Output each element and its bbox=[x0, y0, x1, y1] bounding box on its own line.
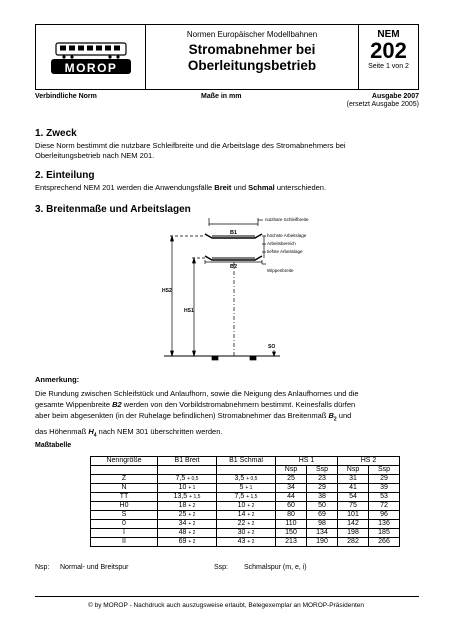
table-cell-width: 5 + 1 bbox=[217, 484, 276, 493]
table-cell-size: S bbox=[91, 511, 158, 520]
table-cell-height: 44 bbox=[276, 493, 307, 502]
table-cell-size: II bbox=[91, 538, 158, 547]
lbl-nutzbare: nutzbare Schleifbreite bbox=[265, 217, 309, 222]
nem-cell bbox=[359, 25, 418, 89]
table-row bbox=[91, 484, 400, 493]
dim-hs2: HS2 bbox=[162, 288, 172, 294]
replaced-edition: (ersetzt Ausgabe 2005) bbox=[346, 101, 419, 108]
dim-hs1: HS1 bbox=[184, 308, 194, 314]
legend-ssp-key: Ssp: bbox=[214, 564, 229, 571]
table-cell-width: 18 + 2 bbox=[158, 502, 217, 511]
lbl-wippen: Wippenbreite bbox=[267, 268, 294, 273]
s2-post: unterschieden. bbox=[274, 183, 327, 192]
legend-ssp-value: Schmalspur (m, e, i) bbox=[244, 564, 307, 571]
logo-cell bbox=[36, 25, 146, 89]
note-line2a: gesamte Wippenbreite bbox=[35, 400, 113, 409]
table-cell-height: 31 bbox=[338, 475, 369, 484]
table-cell-width: 14 + 2 bbox=[217, 511, 276, 520]
section-1-text bbox=[35, 141, 419, 161]
table-cell-width: 69 + 2 bbox=[158, 538, 217, 547]
table-header-cell: HS 2 bbox=[338, 457, 400, 466]
note-title: Anmerkung: bbox=[35, 375, 80, 384]
table-subheader-row bbox=[91, 466, 400, 475]
table-cell-height: 34 bbox=[276, 484, 307, 493]
section-2-title: 2. Einteilung bbox=[35, 170, 95, 181]
note-h-sub: 4 bbox=[93, 432, 97, 438]
table-subheader-empty bbox=[158, 466, 217, 475]
table-cell-height: 29 bbox=[307, 484, 338, 493]
s2-breit: Breit bbox=[214, 183, 232, 192]
note-line1: Die Rundung zwischen Schleifstück und Anlaufhorn, sowie die Neigung des Anlaufhornes und die bbox=[35, 389, 359, 398]
legend-nsp-value: Normal- und Breitspur bbox=[60, 564, 129, 571]
section-3-title: 3. Breitenmaße und Arbeitslagen bbox=[35, 204, 191, 215]
table-row bbox=[91, 493, 400, 502]
section-2-text bbox=[35, 183, 419, 193]
table-cell-width: 3,5 + 0,5 bbox=[217, 475, 276, 484]
nem-number: 202 bbox=[370, 38, 407, 63]
table-cell-height: 266 bbox=[369, 538, 400, 547]
table-cell-size: Z bbox=[91, 475, 158, 484]
table-cell-width: 25 + 2 bbox=[158, 511, 217, 520]
table-subheader-empty bbox=[217, 466, 276, 475]
table-cell-height: 69 bbox=[307, 511, 338, 520]
s2-mid: und bbox=[231, 183, 249, 192]
pantograph-diagram bbox=[150, 214, 350, 364]
table-cell-height: 38 bbox=[307, 493, 338, 502]
logo-text: MOROP bbox=[64, 61, 118, 75]
table-cell-height: 50 bbox=[307, 502, 338, 511]
table-row bbox=[91, 520, 400, 529]
table-cell-height: 134 bbox=[307, 529, 338, 538]
table-cell-height: 98 bbox=[307, 520, 338, 529]
table-header-cell: HS 1 bbox=[276, 457, 338, 466]
table-subheader-cell: Ssp bbox=[307, 466, 338, 475]
table-cell-height: 23 bbox=[307, 475, 338, 484]
footer-copyright: © by MOROP - Nachdruck auch auszugsweise erlaubt, Belegexemplar an MOROP-Präsidenten bbox=[88, 602, 364, 609]
note-h: H bbox=[88, 426, 94, 436]
table-cell-height: 198 bbox=[338, 529, 369, 538]
table-header-cell: B1 Breit bbox=[158, 457, 217, 466]
table-subheader-empty bbox=[91, 466, 158, 475]
table-row bbox=[91, 529, 400, 538]
page-info: Seite 1 von 2 bbox=[368, 63, 409, 70]
note-b2: B2 bbox=[112, 400, 122, 409]
note-line4a: das Höhenmaß bbox=[35, 426, 89, 436]
lbl-bereich: Arbeitsbereich bbox=[267, 241, 296, 246]
doc-title-line2: Oberleitungsbetrieb bbox=[187, 58, 317, 73]
table-cell-height: 29 bbox=[369, 475, 400, 484]
s2-schmal: Schmal bbox=[248, 183, 275, 192]
table-row bbox=[91, 475, 400, 484]
table-cell-width: 48 + 2 bbox=[158, 529, 217, 538]
table-header-cell: Nenngröße bbox=[91, 457, 158, 466]
table-row bbox=[91, 538, 400, 547]
section-1-line2: Oberleitungsbetrieb nach NEM 201. bbox=[35, 151, 155, 160]
s2-pre: Entsprechend NEM 201 werden die Anwendungsfälle bbox=[35, 183, 215, 192]
norm-type: Verbindliche Norm bbox=[35, 93, 97, 100]
table-cell-height: 213 bbox=[276, 538, 307, 547]
table-cell-width: 10 + 2 bbox=[217, 502, 276, 511]
dimension-table bbox=[90, 456, 400, 547]
series-name: Normen Europäischer Modellbahnen bbox=[186, 30, 318, 39]
table-cell-height: 150 bbox=[276, 529, 307, 538]
note-line2 bbox=[35, 399, 419, 410]
table-cell-width: 10 + 1 bbox=[158, 484, 217, 493]
table-cell-width: 34 + 2 bbox=[158, 520, 217, 529]
table-cell-height: 75 bbox=[338, 502, 369, 511]
lbl-so: SO bbox=[268, 344, 276, 350]
table-cell-size: H0 bbox=[91, 502, 158, 511]
table-cell-height: 190 bbox=[307, 538, 338, 547]
legend-nsp-key: Nsp: bbox=[35, 564, 50, 571]
table-cell-height: 101 bbox=[338, 511, 369, 520]
table-cell-width: 7,5 + 0,5 bbox=[158, 475, 217, 484]
table-subheader-cell: Nsp bbox=[338, 466, 369, 475]
note-b-sub: 2 bbox=[333, 416, 337, 423]
lbl-hoechste: höchste Arbeitslage bbox=[267, 233, 307, 238]
table-header-row bbox=[91, 457, 400, 466]
dim-b2: B2 bbox=[230, 264, 238, 270]
footer-rule bbox=[35, 596, 419, 597]
header-box bbox=[35, 24, 419, 90]
table-row bbox=[91, 502, 400, 511]
table-cell-height: 39 bbox=[369, 484, 400, 493]
note-text bbox=[35, 388, 419, 441]
lbl-tiefste: tiefste Arbeitslage bbox=[267, 249, 303, 254]
table-cell-height: 72 bbox=[369, 502, 400, 511]
table-subheader-cell: Nsp bbox=[276, 466, 307, 475]
note-line3a: aber beim abgesenkten (in der Ruhelage befindlichen) Stromabnehmer das Breitenmaß bbox=[35, 411, 329, 420]
table-cell-size: 0 bbox=[91, 520, 158, 529]
table-cell-size: N bbox=[91, 484, 158, 493]
table-cell-height: 282 bbox=[338, 538, 369, 547]
table-cell-height: 41 bbox=[338, 484, 369, 493]
note-line4 bbox=[35, 426, 419, 442]
dim-b1: B1 bbox=[230, 230, 238, 236]
note-b: B bbox=[328, 411, 334, 420]
table-cell-height: 60 bbox=[276, 502, 307, 511]
table-title: Maßtabelle bbox=[35, 442, 72, 449]
table-header-cell: B1 Schmal bbox=[217, 457, 276, 466]
table-cell-width: 30 + 2 bbox=[217, 529, 276, 538]
section-1-line1: Diese Norm bestimmt die nutzbare Schleifbreite und die Arbeitslage des Stromabnehmers bei bbox=[35, 141, 346, 150]
table-cell-width: 7,5 + 1,5 bbox=[217, 493, 276, 502]
table-cell-width: 22 + 2 bbox=[217, 520, 276, 529]
note-line4c: nach NEM 301 überschritten werden. bbox=[96, 426, 223, 436]
title-cell bbox=[146, 25, 359, 89]
table-cell-height: 80 bbox=[276, 511, 307, 520]
table-subheader-cell: Ssp bbox=[369, 466, 400, 475]
table-cell-width: 43 + 2 bbox=[217, 538, 276, 547]
note-line2c: werden von den Vorbildstromabnehmern bestimmt. Keinesfalls dürfen bbox=[121, 400, 356, 409]
table-cell-size: TT bbox=[91, 493, 158, 502]
section-1-title: 1. Zweck bbox=[35, 128, 77, 139]
doc-title-line1: Stromabnehmer bei bbox=[188, 42, 316, 57]
table-row bbox=[91, 511, 400, 520]
table-cell-height: 110 bbox=[276, 520, 307, 529]
table-cell-width: 13,5 + 1,5 bbox=[158, 493, 217, 502]
table-cell-height: 96 bbox=[369, 511, 400, 520]
table-cell-size: I bbox=[91, 529, 158, 538]
table-cell-height: 54 bbox=[338, 493, 369, 502]
units-note: Maße in mm bbox=[201, 93, 242, 100]
note-line3c: und bbox=[336, 411, 352, 420]
table-cell-height: 53 bbox=[369, 493, 400, 502]
table-cell-height: 142 bbox=[338, 520, 369, 529]
note-line3 bbox=[35, 410, 419, 426]
nem-label: NEM bbox=[377, 29, 400, 40]
edition: Ausgabe 2007 bbox=[371, 93, 419, 100]
table-cell-height: 25 bbox=[276, 475, 307, 484]
table-cell-height: 185 bbox=[369, 529, 400, 538]
table-cell-height: 136 bbox=[369, 520, 400, 529]
